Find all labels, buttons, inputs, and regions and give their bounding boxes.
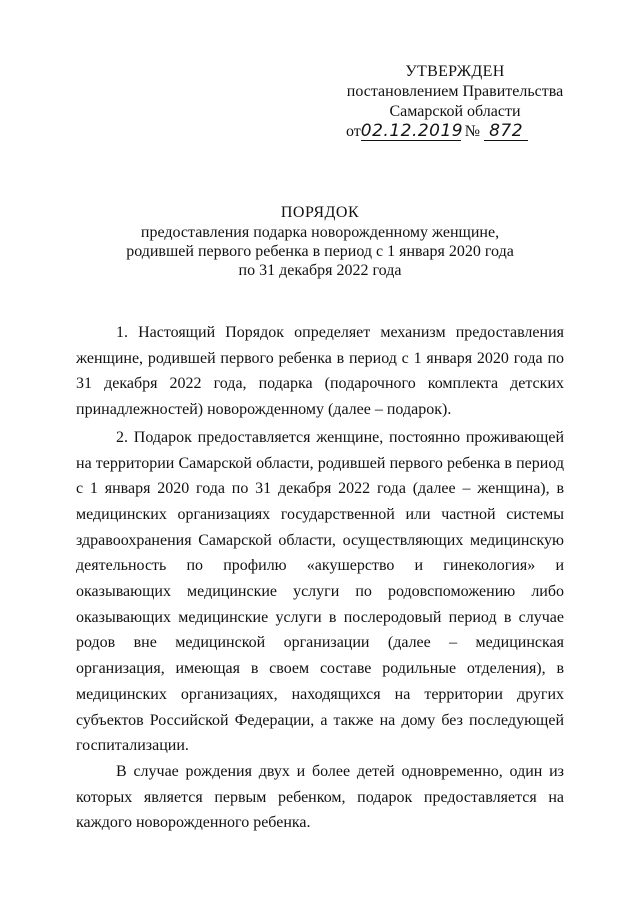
- approval-stamp: [330, 62, 580, 142]
- document-heading: [0, 203, 640, 280]
- document-title: ПОРЯДОК: [280, 204, 360, 221]
- approval-line-1: постановлением Правительства: [346, 83, 564, 100]
- paragraph-1: 1. Настоящий Порядок определяет механизм предоставления женщине, родившей первого ребенка в период с 1 января 2020 года по 31 декабря 2022 года, подарка (подарочного комплекта детских принадлежностей) новорожденному (далее – подарок).: [76, 324, 564, 419]
- handwritten-date: 02.12.2019: [360, 121, 464, 141]
- number-sign: №: [464, 123, 481, 140]
- date-prefix: от: [346, 123, 361, 140]
- paragraph-2: 2. Подарок предоставляется женщине, постоянно проживающей на территории Самарской области, родившей первого ребенка в период с 1 января 2020 года по 31 декабря 2022 года (далее – женщина), в медицинских организациях государственной или частной системы здравоохранения Самарской области, осуществляющих медицинскую деятельность по профилю «акушерство и гинекология» и оказывающих медицинские услуги по родовспоможению либо оказывающих медицинские услуги в послеродовый период в случае родов вне медицинской организации (далее – медицинская организация, имеющая в своем составе родильные отделения), в медицинских организациях, находящихся на территории других субъектов Российской Федерации, а также на дому без последующей госпитализации.: [76, 428, 564, 755]
- document-subtitle-line-2: родившей первого ребенка в период с 1 января 2020 года: [126, 243, 514, 260]
- approval-date-line: [330, 122, 580, 142]
- paragraph-3: В случае рождения двух и более детей одновременно, один из которых является первым ребенком, подарок предоставляется на каждого новорожденного ребенка.: [76, 762, 564, 832]
- document-subtitle-line-3: по 31 декабря 2022 года: [238, 262, 402, 279]
- approval-title: УТВЕРЖДЕН: [405, 63, 505, 80]
- document-body: [76, 320, 564, 836]
- handwritten-number: 872: [484, 123, 528, 141]
- document-subtitle-line-1: предоставления подарка новорожденному женщине,: [140, 224, 500, 241]
- approval-line-2: Самарской области: [389, 103, 521, 120]
